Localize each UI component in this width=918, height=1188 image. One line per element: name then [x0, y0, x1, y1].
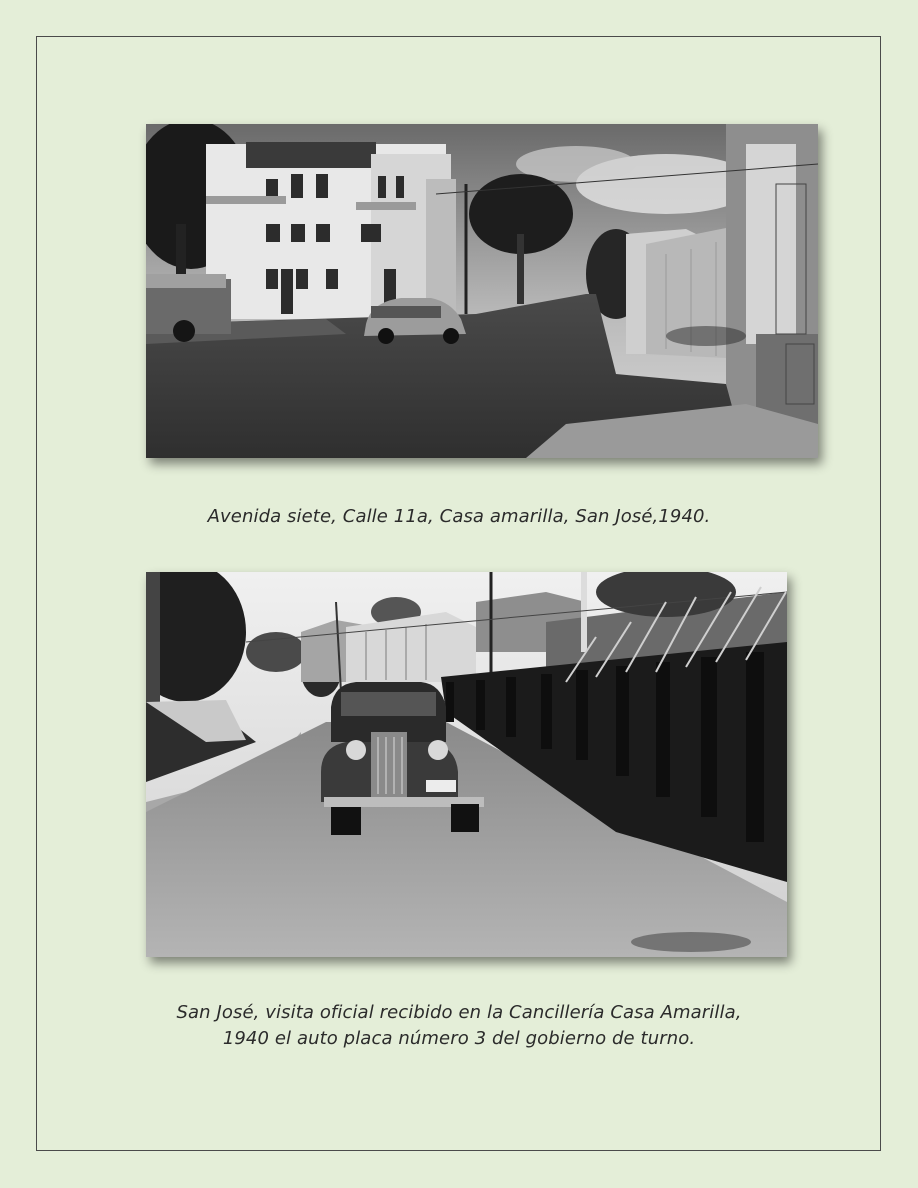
caption-line: San José, visita oficial recibido en la Cancillería Casa Amarilla,: [176, 1002, 742, 1023]
street-corner-photo: [146, 124, 818, 458]
figure-caption: [60, 1000, 858, 1052]
official-visit-photo: [146, 572, 787, 957]
figure-caption: [60, 505, 858, 529]
caption-line: Avenida siete, Calle 11a, Casa amarilla, San José,1940.: [207, 506, 711, 527]
caption-line: 1940 el auto placa número 3 del gobierno de turno.: [222, 1028, 696, 1049]
